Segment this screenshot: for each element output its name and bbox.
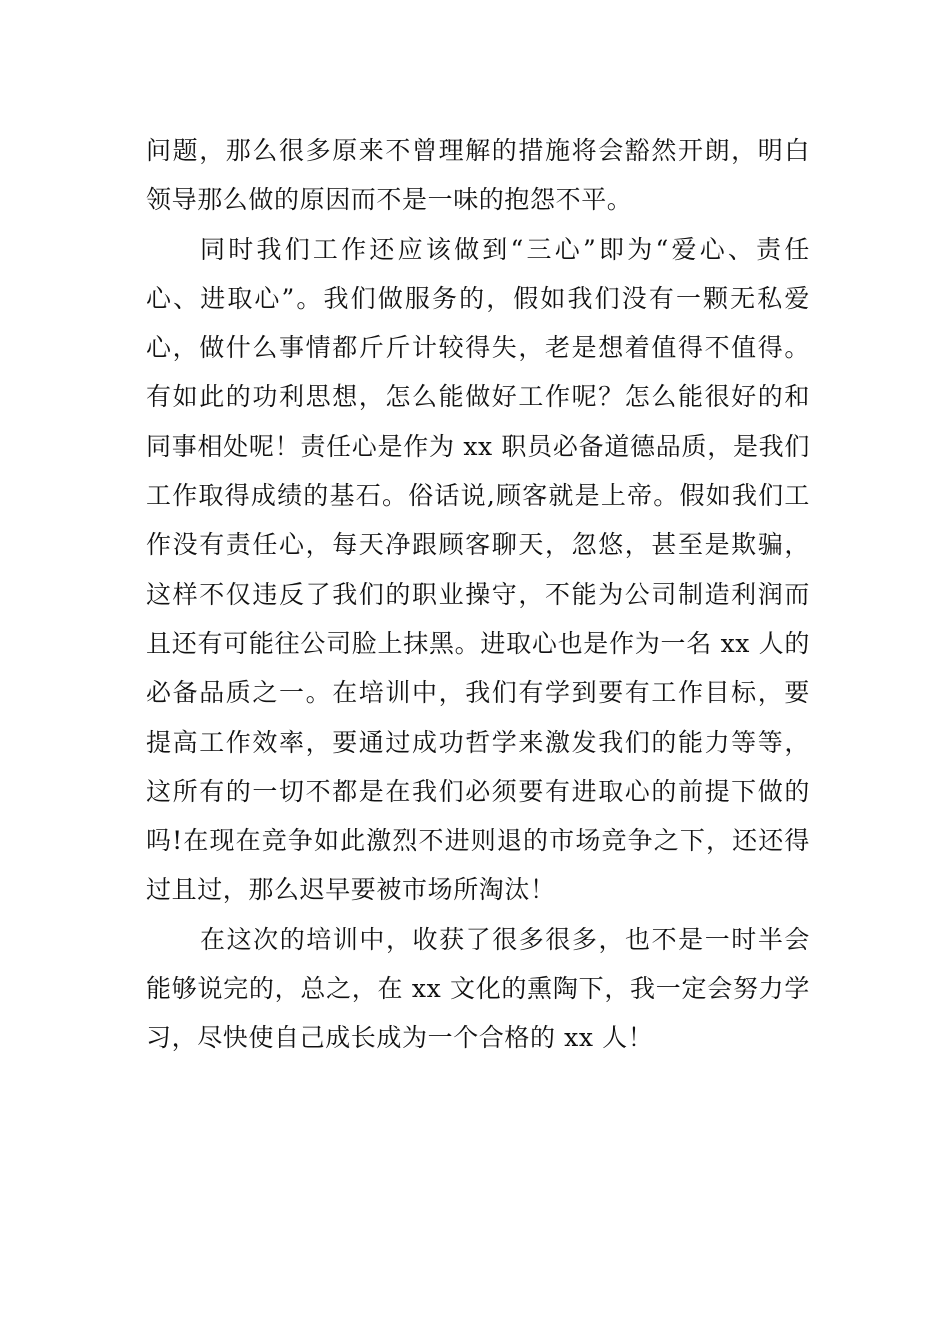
body-text (146, 126, 810, 1063)
text-line: 同时我们工作还应该做到“三心”即为“爱心、责任 (200, 234, 810, 264)
text-line: 作没有责任心，每天净跟顾客聊天，忽悠，甚至是欺骗， (146, 530, 810, 560)
text-line: 提高工作效率，要通过成功哲学来激发我们的能力等等， (146, 727, 810, 757)
text-line: 心、进取心”。我们做服务的，假如我们没有一颗无私爱 (146, 283, 810, 313)
text-line: 同事相处呢！责任心是作为 xx 职员必备道德品质，是我们 (146, 431, 810, 461)
text-line: 这样不仅违反了我们的职业操守，不能为公司制造利润而 (146, 579, 810, 609)
paragraph-3 (146, 915, 810, 1063)
text-line: 问题，那么很多原来不曾理解的措施将会豁然开朗，明白 (146, 136, 810, 165)
paragraph-2 (146, 225, 810, 915)
text-line: 工作取得成绩的基石。俗话说,顾客就是上帝。假如我们工 (146, 481, 810, 511)
text-line: 领导那么做的原因而不是一味的抱怨不平。 (146, 185, 633, 215)
paragraph-1 (146, 126, 810, 225)
text-line: 在这次的培训中，收获了很多很多，也不是一时半会 (200, 924, 810, 954)
text-line: 有如此的功利思想，怎么能做好工作呢？怎么能很好的和 (146, 382, 810, 412)
text-line: 这所有的一切不都是在我们必须要有进取心的前提下做的 (146, 776, 810, 806)
text-line: 且还有可能往公司脸上抹黑。进取心也是作为一名 xx 人的 (146, 628, 810, 658)
text-line: 心，做什么事情都斤斤计较得失，老是想着值得不值得。 (146, 333, 810, 363)
text-line: 必备品质之一。在培训中，我们有学到要有工作目标，要 (146, 678, 810, 708)
text-line: 习，尽快使自己成长成为一个合格的 xx 人！ (146, 1023, 654, 1053)
text-line: 吗!在现在竞争如此激烈不进则退的市场竞争之下，还还得 (146, 826, 810, 856)
text-line: 能够说完的，总之，在 xx 文化的熏陶下，我一定会努力学 (146, 974, 810, 1004)
text-line: 过且过，那么迟早要被市场所淘汰！ (146, 875, 556, 905)
